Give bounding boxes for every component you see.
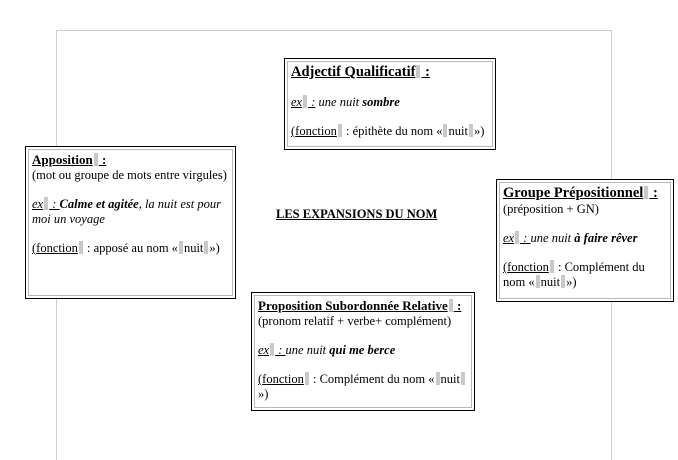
- fonction-line: (fonction : Complément du nom « nuit»): [258, 372, 468, 402]
- box-apposition: [25, 146, 236, 299]
- box-title: Proposition Subordonnée Relative :: [258, 298, 462, 313]
- page-title: LES EXPANSIONS DU NOM: [276, 207, 438, 221]
- box-description: (mot ou groupe de mots entre virgules): [32, 168, 227, 182]
- box-title: Groupe Prépositionnel :: [503, 185, 658, 201]
- fonction-line: (fonction : épithète du nom « nuit »): [291, 124, 485, 138]
- box-description: (préposition + GN): [503, 202, 599, 216]
- box-title: Adjectif Qualificatif :: [291, 64, 430, 80]
- box-adjectif-qualificatif: [284, 58, 496, 150]
- example-line: ex : une nuit à faire rêver: [503, 231, 638, 245]
- box-description: (pronom relatif + verbe+ complément): [258, 314, 452, 328]
- fonction-line: (fonction : apposé au nom « nuit »): [32, 241, 220, 255]
- fonction-line: (fonction : Complément du nom « nuit »): [503, 260, 645, 289]
- example-line: ex : une nuit sombre: [291, 95, 400, 109]
- box-groupe-prepositionnel: [496, 179, 674, 302]
- box-title: Apposition :: [32, 152, 107, 167]
- example-line: ex : une nuit qui me berce: [258, 343, 396, 357]
- example-line: ex : Calme et agitée, la nuit est pour moi un voyage: [32, 197, 221, 226]
- box-proposition-subordonnee-relative: [251, 292, 475, 411]
